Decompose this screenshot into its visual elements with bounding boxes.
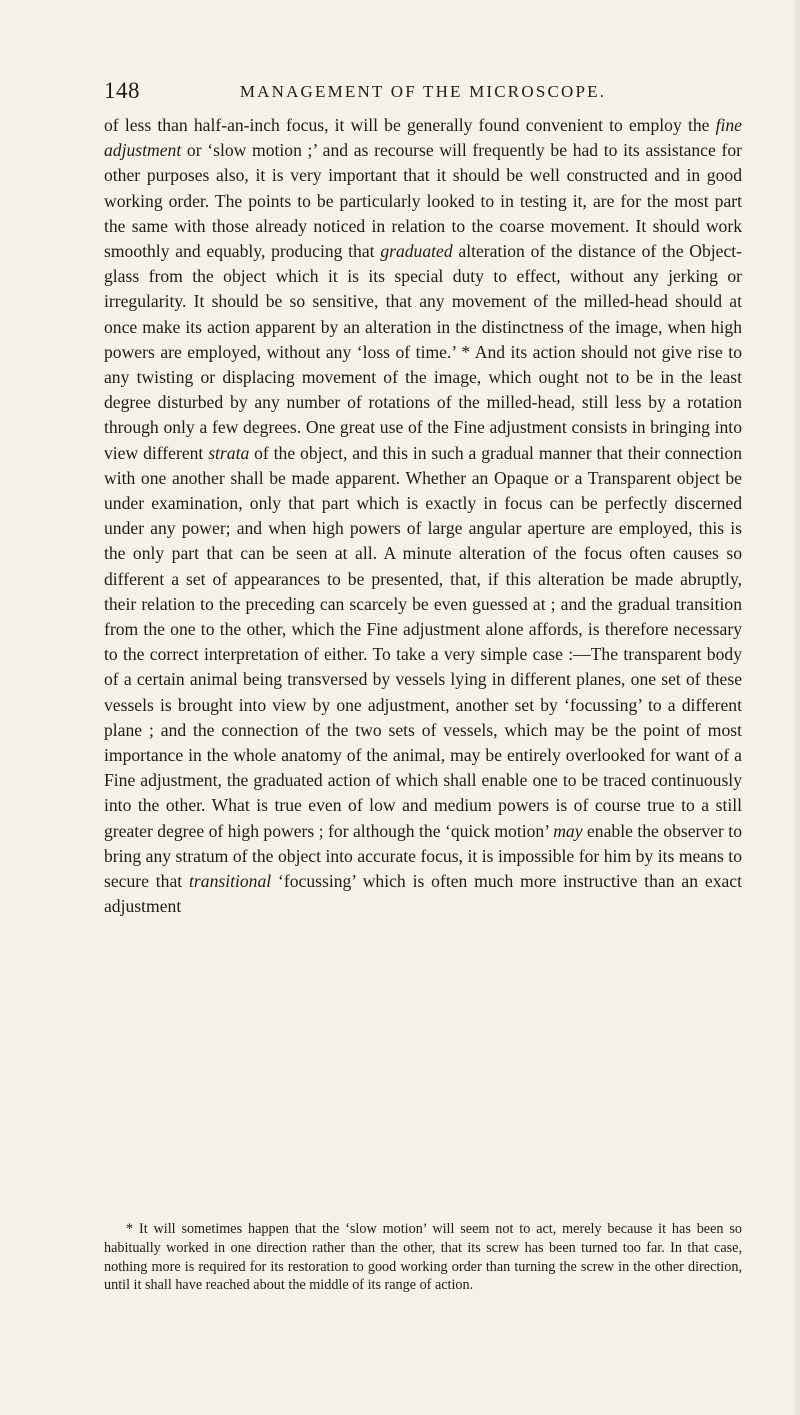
footnote xyxy=(104,1220,742,1295)
text-run: alteration of the distance of the Object-glass from the object which it is its special duty to effect, without any jerking or irregularity. It should be so sensitive, that any movement of the milled-head should at once make its action apparent by an alteration in the distinctness of the image, when high powers are employed, without any ‘loss of time.’ * And its action should not give rise to any twisting or displacing movement of the image, which ought not to be in the least degree disturbed by any number of rotations of the milled-head, still less by a rotation through only a few degrees. One great use of the Fine adjustment consists in bringing into view different xyxy=(104,241,743,463)
text-run: or ‘slow motion ;’ and as recourse will frequently be had to its assistance for other purposes also, it is very important that it should be well constructed and in good working order. The points to be particularly looked to in testing it, are for the most part the same with those already noticed in relation to the coarse movement. It should work smoothly and equably, producing that xyxy=(104,140,742,262)
text-run: ‘focussing’ which is often much more instructive than an exact adjustment xyxy=(104,871,742,917)
text-run: enable the observer to bring any stratum of the object into accurate focus, it is impossible for him by its means to secure that xyxy=(104,820,742,892)
italic-term: may xyxy=(553,820,583,841)
page-number: 148 xyxy=(104,78,140,103)
main-text xyxy=(104,113,742,920)
running-title: MANAGEMENT OF THE MICROSCOPE. xyxy=(239,82,607,101)
page-edge-shadow xyxy=(792,0,800,1415)
footnote-text: * It will sometimes happen that the ‘slow motion’ will seem not to act, merely because it has been so habitually worked in one direction rather than the other, that its screw has been turned too far. In that case, nothing more is required for its restoration to good working order than turning the screw in the other direction, until it shall have reached about the middle of its range of action. xyxy=(104,1221,742,1294)
italic-term: graduated xyxy=(380,241,453,262)
text-run: of the object, and this in such a gradual manner that their connection with one another shall be made apparent. Whether an Opaque or a Transparent object be under examination, only that part which is exactly in focus can be perfectly discerned under any power; and when high powers of large angular aperture are employed, this is the only part that can be seen at all. A minute alteration of the focus often causes so different a set of appearances to be presented, that, if this alteration be made abruptly, their relation to the preceding can scarcely be even guessed at ; and the gradual transition from the one to the other, which the Fine adjustment alone affords, is therefore necessary to the correct interpretation of either. To take a very simple case :—The transparent body of a certain animal being transversed by vessels lying in different planes, one set of these vessels is brought into view by one adjustment, another set by ‘focussing’ to a different plane ; and the connection of the two sets of vessels, which may be the point of most importance in the whole anatomy of the animal, may be entirely overlooked for want of a Fine adjustment, the graduated action of which shall enable one to be traced continuously into the other. What is true even of low and medium powers is of course true to a still greater degree of high powers ; for although the ‘quick motion’ xyxy=(104,442,742,841)
page-header xyxy=(104,78,742,108)
paragraph xyxy=(104,113,742,920)
italic-term: transitional xyxy=(189,871,272,892)
italic-term: strata xyxy=(208,442,250,463)
text-run: of less than half-an-inch focus, it will be generally found convenient to employ the xyxy=(104,115,716,135)
italic-term: fine adjustment xyxy=(104,115,742,161)
